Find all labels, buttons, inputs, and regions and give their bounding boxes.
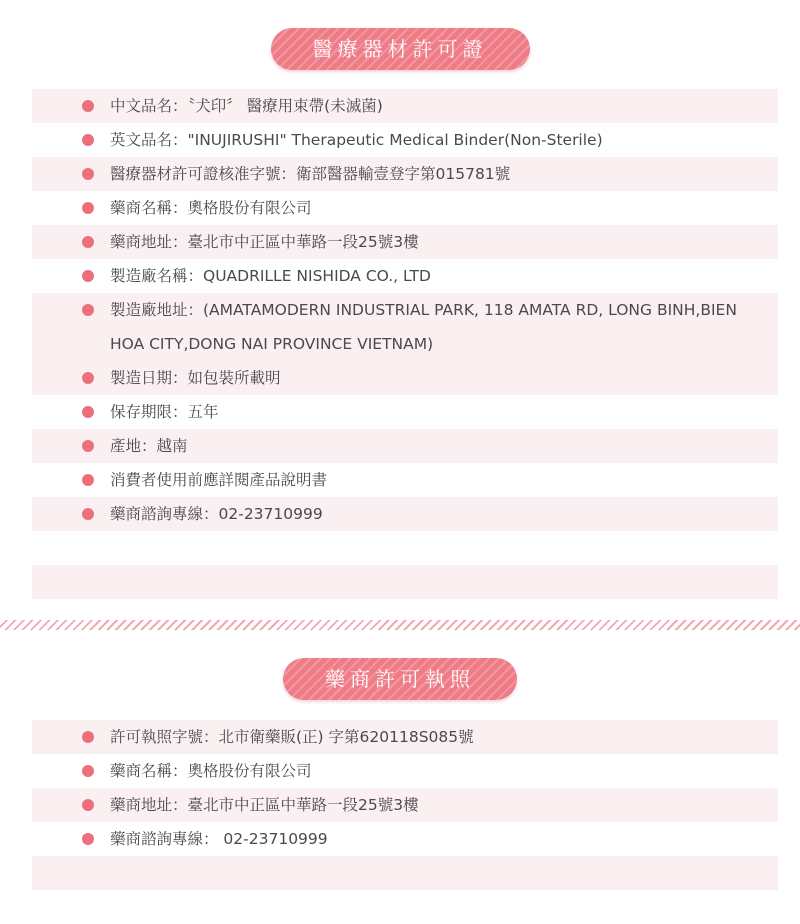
bullet-dot-icon [82, 202, 94, 214]
list-item-text: 藥商諮詢專線： 02-23710999 [110, 830, 328, 848]
list-item-text: 製造廠地址：(AMATAMODERN INDUSTRIAL PARK, 118 AMATA RD, LONG BINH,BIEN HOA CITY,DONG NAI PROVINCE VIETNAM) [110, 301, 737, 353]
list-item [32, 429, 778, 463]
list-item [32, 225, 778, 259]
license-info-list [32, 89, 778, 599]
empty-row [32, 856, 778, 890]
list-item-text: 藥商地址：臺北市中正區中華路一段25號3樓 [110, 233, 419, 251]
bullet-dot-icon [82, 765, 94, 777]
section-title-wrap [0, 28, 800, 70]
list-item-text: 藥商名稱：奧格股份有限公司 [110, 199, 312, 217]
list-item [32, 259, 778, 293]
list-item [32, 720, 778, 754]
bullet-dot-icon [82, 304, 94, 316]
bullet-dot-icon [82, 833, 94, 845]
list-item-text: 藥商諮詢專線：02-23710999 [110, 505, 323, 523]
list-item [32, 395, 778, 429]
list-item-text: 中文品名：〝犬印〞 醫療用束帶(未滅菌) [110, 97, 383, 115]
list-item [32, 754, 778, 788]
list-item [32, 788, 778, 822]
section-title-wrap [0, 658, 800, 700]
list-item-text: 製造廠名稱：QUADRILLE NISHIDA CO., LTD [110, 267, 431, 285]
bullet-dot-icon [82, 372, 94, 384]
section-title-pill: 醫療器材許可證 [271, 28, 530, 70]
empty-row [32, 531, 778, 565]
bullet-dot-icon [82, 100, 94, 112]
empty-row [32, 565, 778, 599]
bullet-dot-icon [82, 508, 94, 520]
list-item-text: 醫療器材許可證核准字號：衛部醫器輸壹登字第015781號 [110, 165, 511, 183]
list-item [32, 89, 778, 123]
bullet-dot-icon [82, 168, 94, 180]
pharmacy-info-list [32, 720, 778, 890]
list-item-text: 藥商名稱：奧格股份有限公司 [110, 762, 312, 780]
list-item-text: 保存期限：五年 [110, 403, 219, 421]
section-title-pill: 藥商許可執照 [283, 658, 517, 700]
list-item-text: 許可執照字號：北市衛藥販(正) 字第620118S085號 [110, 728, 474, 746]
list-item-text: 消費者使用前應詳閱產品說明書 [110, 471, 328, 489]
bullet-dot-icon [82, 270, 94, 282]
bullet-dot-icon [82, 474, 94, 486]
bullet-dot-icon [82, 236, 94, 248]
list-item-text: 藥商地址：臺北市中正區中華路一段25號3樓 [110, 796, 419, 814]
list-item-text: 製造日期：如包裝所載明 [110, 369, 281, 387]
bullet-dot-icon [82, 440, 94, 452]
list-item [32, 463, 778, 497]
list-item [32, 123, 778, 157]
list-item [32, 361, 778, 395]
list-item [32, 497, 778, 531]
list-item [32, 822, 778, 856]
bullet-dot-icon [82, 731, 94, 743]
list-item-text: 產地：越南 [110, 437, 188, 455]
diagonal-stripe-divider [0, 620, 800, 630]
bullet-dot-icon [82, 134, 94, 146]
list-item [32, 191, 778, 225]
list-item [32, 157, 778, 191]
bullet-dot-icon [82, 406, 94, 418]
bullet-dot-icon [82, 799, 94, 811]
list-item [32, 293, 778, 361]
list-item-text: 英文品名："INUJIRUSHI" Therapeutic Medical Binder(Non-Sterile) [110, 131, 603, 149]
